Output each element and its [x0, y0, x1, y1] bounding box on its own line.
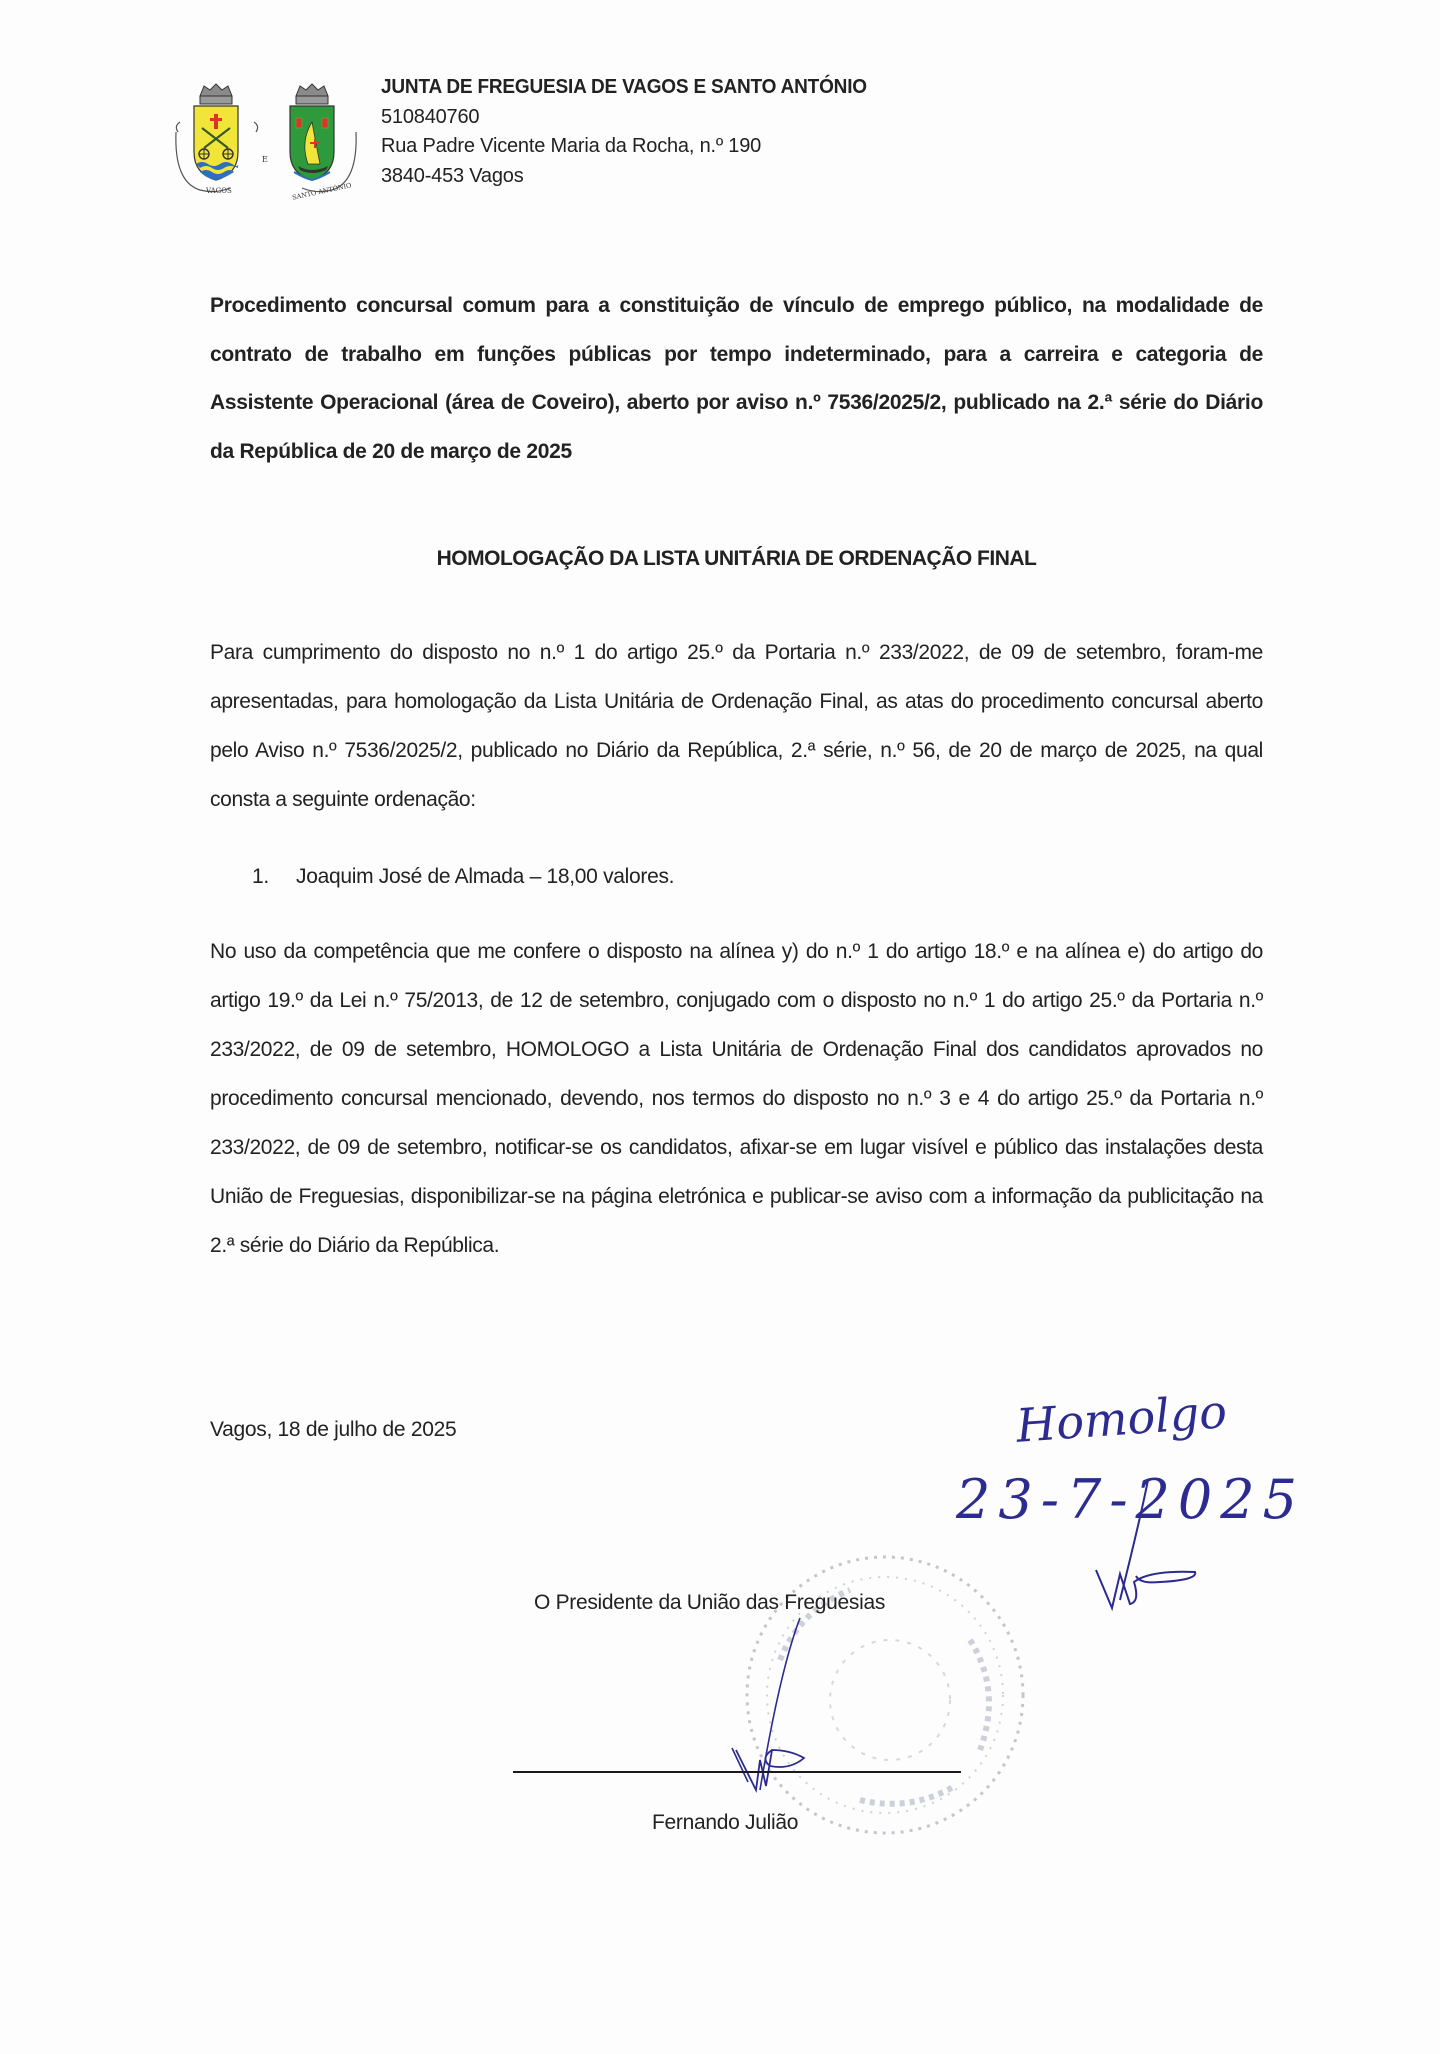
handwritten-note: Homolgo: [1014, 1384, 1229, 1453]
letterhead: [381, 73, 892, 191]
place-date: Vagos, 18 de julho de 2025: [210, 1418, 457, 1441]
paragraph-homologation: No uso da competência que me confere o disposto na alínea y) do n.º 1 do artigo 18.º e na alínea e) do artigo do artigo 19.º da Lei n.º 75/2013, de 12 de setembro, conjugado com o disposto no n.º 1 do artigo 25.º da Portaria n.º 233/2022, de 09 de setembro, HOMOLOGO a Lista Unitária de Ordenação Final dos candidatos aprovados no procedimento concursal mencionado, devendo, nos termos do disposto no n.º 3 e 4 do artigo 25.º da Portaria n.º 233/2022, de 09 de setembro, notificar-se os candidatos, afixar-se em lugar visível e público das instalações desta União de Freguesias, disponibilizar-se na página eletrónica e publicar-se aviso com a informação da publicitação na 2.ª série do Diário da República.: [210, 940, 1263, 1257]
handwritten-approval: [940, 1370, 1320, 1630]
address-line-1: Rua Padre Vicente Maria da Rocha, n.º 190: [381, 135, 762, 157]
svg-text:VAGOS: VAGOS: [206, 187, 232, 195]
svg-text:SANTO ANTÓNIO: SANTO ANTÓNIO: [291, 181, 353, 202]
president-signature-icon: [700, 1610, 840, 1810]
document-heading: HOMOLOGAÇÃO DA LISTA UNITÁRIA DE ORDENAÇÃO FINAL: [436, 547, 1037, 570]
header-logos: [170, 82, 362, 202]
address-line-2: 3840-453 Vagos: [381, 164, 524, 187]
paragraph-intro: Para cumprimento do disposto no n.º 1 do artigo 25.º da Portaria n.º 233/2022, de 09 de setembro, foram-me apresentadas, para homologação da Lista Unitária de Ordenação Final, as atas do procedimento concursal aberto pelo Aviso n.º 7536/2025/2, publicado no Diário da República, 2.ª série, n.º 56, de 20 de março de 2025, na qual consta a seguinte ordenação:: [210, 641, 1263, 811]
list-item: [252, 862, 674, 892]
list-item-number: 1.: [252, 865, 269, 888]
document-subject: Procedimento concursal comum para a constituição de vínculo de emprego público, na modalidade de contrato de trabalho em funções públicas por tempo indeterminado, para a carreira e categoria de Assistente Operacional (área de Coveiro), aberto por aviso n.º 7536/2025/2, publicado na 2.ª série do Diário da República de 20 de março de 2025: [210, 294, 1263, 463]
tax-id: 510840760: [381, 105, 480, 128]
handwritten-date: 23-7-2025: [956, 1468, 1305, 1531]
santo-antonio-coat-of-arms: [290, 84, 356, 202]
signer-title: O Presidente da União das Freguesias: [534, 1591, 886, 1614]
coat-of-arms-icon: [170, 82, 362, 202]
vagos-coat-of-arms: [176, 84, 258, 195]
ranking-list: [252, 862, 674, 892]
list-item-text: Joaquim José de Almada – 18,00 valores.: [296, 865, 675, 888]
signer-name: Fernando Julião: [652, 1811, 799, 1834]
signature-line: [513, 1771, 961, 1773]
organization-name: JUNTA DE FREGUESIA DE VAGOS E SANTO ANTÓNIO: [381, 76, 867, 98]
svg-text:E: E: [262, 155, 268, 164]
